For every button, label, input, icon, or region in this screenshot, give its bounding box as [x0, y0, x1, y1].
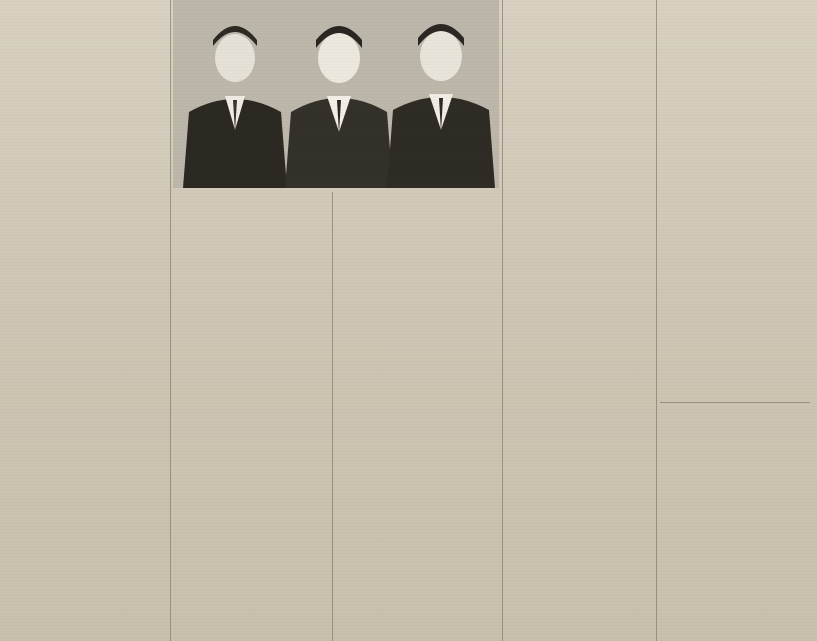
column-divider: [170, 0, 171, 641]
article-column-1: [8, 6, 168, 636]
section-divider: [660, 402, 810, 403]
article-column-6: [660, 426, 810, 540]
column-divider: [502, 0, 503, 641]
article-column-2: [174, 198, 329, 636]
portrait-photo: [173, 0, 499, 188]
three-people-photo: [173, 0, 499, 188]
photo-caption: [660, 566, 810, 636]
article-column-4: [506, 6, 654, 636]
column-divider: [332, 192, 333, 641]
article-column-3: [335, 198, 493, 636]
article-column-5: [660, 6, 810, 402]
column-divider: [656, 0, 657, 641]
